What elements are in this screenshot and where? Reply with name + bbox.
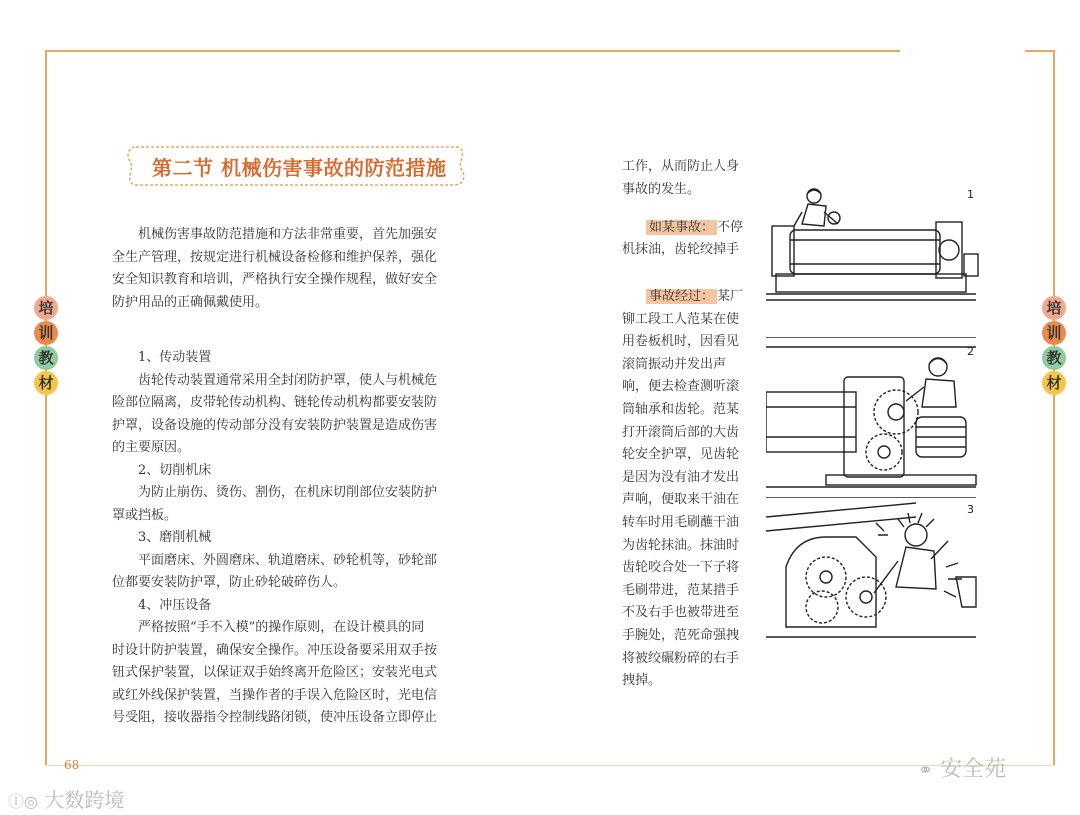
process-block xyxy=(622,286,747,693)
watermark-left-text: 大数跨境 xyxy=(44,788,125,812)
side-tab-char: 培 xyxy=(1042,296,1066,320)
intro-line: 全生产管理，按规定进行机械设备检修和维护保养，强化 xyxy=(112,249,438,265)
continuation-line: 事故的发生。 xyxy=(622,182,701,197)
process-line: 响，便去检查测听滚 xyxy=(622,379,740,395)
top-frame-line-right xyxy=(1025,50,1055,52)
sections-block xyxy=(112,347,462,730)
process-line: 声响，便取来干油在 xyxy=(622,492,740,508)
intro-paragraph xyxy=(112,224,462,314)
intro-line: 机械伤害事故防范措施和方法非常重要，首先加强安 xyxy=(138,227,438,242)
watermark-right-text: 安全苑 xyxy=(940,757,1007,782)
side-tab-char: 教 xyxy=(1042,346,1066,370)
intro-line: 安全知识教育和培训，严格执行安全操作规程，做好安全 xyxy=(112,272,438,287)
watermark-logo-icon: ⓛ◎ xyxy=(8,792,38,811)
side-tab-char: 材 xyxy=(1042,371,1066,395)
process-line: 不及右手也被带进至 xyxy=(622,605,740,621)
section-line: 为防止崩伤、烫伤、割伤，在机床切削部位安装防护 xyxy=(138,485,438,500)
continuation-text xyxy=(622,155,747,201)
right-frame-line xyxy=(1053,50,1055,765)
process-line: 为齿轮抹油。抹油时 xyxy=(622,537,740,553)
process-line: 滚筒振动并发出声 xyxy=(622,356,727,372)
left-frame-line xyxy=(45,50,47,765)
panel-number-3: 3 xyxy=(967,503,974,516)
process-line: 毛刷带进，范某措手 xyxy=(622,582,740,598)
page-number-left: 68 xyxy=(64,758,80,772)
section-line: 严格按照“手不入模”的操作原则，在设计模具的同 xyxy=(138,620,425,635)
process-line: 轮安全护罩，见齿轮 xyxy=(622,447,740,463)
section-heading: 4、冲压设备 xyxy=(138,597,212,613)
continuation-line: 工作，从而防止人身 xyxy=(622,159,740,174)
watermark-bottom-right xyxy=(918,752,1006,783)
side-tab-char: 训 xyxy=(34,321,58,345)
process-line: 齿轮咬合处一下子将 xyxy=(622,560,740,576)
section-line: 时设计防护装置，确保安全操作。冲压设备要采用双手按 xyxy=(112,642,438,658)
wechat-icon: ⚭ xyxy=(918,760,934,781)
section-line: 护罩，设备设施的传动部分没有安装防护装置是造成伤害 xyxy=(112,417,438,433)
section-heading: 3、磨削机械 xyxy=(138,530,212,545)
illustration-panel-2 xyxy=(766,337,981,495)
case-label: 如某事故： xyxy=(646,220,717,235)
section-line: 齿轮传动装置通常采用全封闭防护罩，使人与机械危 xyxy=(138,372,438,388)
process-line: 手腕处，范死命强拽 xyxy=(622,627,740,643)
section-heading: 1、传动装置 xyxy=(138,350,212,365)
process-line: 拽掉。 xyxy=(622,673,662,689)
process-line: 将被绞碾粉碎的右手 xyxy=(622,650,740,666)
illustration-panel-1 xyxy=(766,182,981,312)
process-line: 转车时用毛刷蘸干油 xyxy=(622,514,740,530)
process-line: 打开滚筒后部的大齿 xyxy=(622,424,740,440)
top-frame-line-left xyxy=(45,50,900,52)
section-line: 位都要安装防护罩，防止砂轮破碎伤人。 xyxy=(112,575,347,590)
process-line: 是因为没有油才发出 xyxy=(622,469,740,485)
side-tab-char: 材 xyxy=(34,371,58,395)
process-label: 事故经过： xyxy=(646,289,717,304)
side-tab-char: 教 xyxy=(34,346,58,370)
section-line: 号受阻，接收器指令控制线路闭锁，使冲压设备立即停止 xyxy=(112,710,438,725)
panel-number-1: 1 xyxy=(967,188,974,201)
side-tab-char: 训 xyxy=(1042,321,1066,345)
process-line: 铆工段工人范某在使 xyxy=(622,311,740,327)
side-tab-right xyxy=(1040,295,1068,396)
section-line: 的主要原因。 xyxy=(112,440,191,455)
process-line: 某厂 xyxy=(717,289,744,304)
section-title: 第二节 机械伤害事故的防范措施 xyxy=(152,156,447,180)
side-tab-left xyxy=(32,295,60,396)
section-line: 平面磨床、外圆磨床、轨道磨床、砂轮机等，砂轮部 xyxy=(138,552,438,568)
case-line: 不停 xyxy=(717,220,744,235)
illustration-panel-3 xyxy=(766,497,981,647)
case-line: 机抹油，齿轮绞掉手 xyxy=(622,242,740,257)
case-block xyxy=(622,217,747,261)
bottom-frame-line xyxy=(45,765,1055,766)
section-line: 或红外线保护装置，当操作者的手误入危险区时，光电信 xyxy=(112,687,438,703)
section-line: 罩或挡板。 xyxy=(112,507,178,523)
section-line: 险部位隔离，皮带轮传动机构、链轮传动机构都要安装防 xyxy=(112,395,438,410)
watermark-bottom-left xyxy=(8,784,124,813)
section-heading: 2、切削机床 xyxy=(138,462,212,478)
intro-line: 防护用品的正确佩戴使用。 xyxy=(112,294,269,310)
process-line: 用卷板机时，因看见 xyxy=(622,334,740,350)
section-line: 钮式保护装置，以保证双手始终离开危险区；安装光电式 xyxy=(112,665,438,680)
process-line: 筒轴承和齿轮。范某 xyxy=(622,401,740,417)
panel-number-2: 2 xyxy=(967,345,974,358)
side-tab-char: 培 xyxy=(34,296,58,320)
